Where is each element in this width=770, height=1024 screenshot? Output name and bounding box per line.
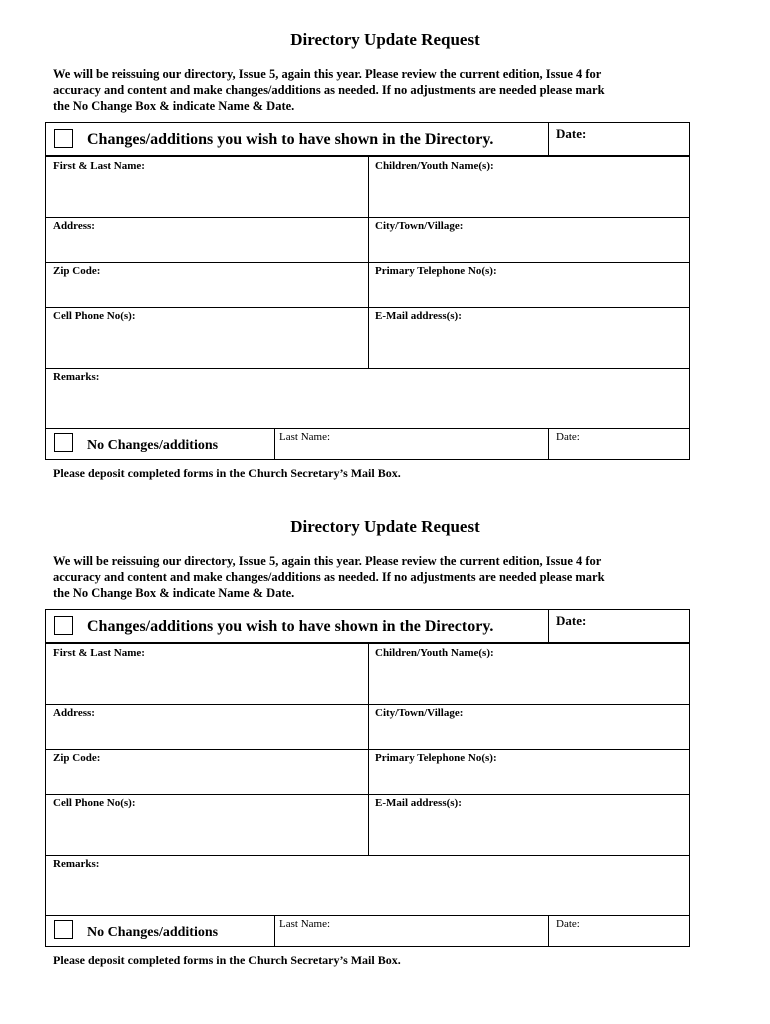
intro-text [53,553,713,601]
first-last-name-label: First & Last Name: [53,647,145,659]
cell-phone-label: Cell Phone No(s): [53,310,136,322]
email-label: E-Mail address(s): [375,797,462,809]
city-field[interactable] [369,218,689,262]
directory-form-1 [0,0,770,490]
no-changes-label: No Changes/additions [87,925,219,940]
header-date-label: Date: [556,613,587,628]
form-grid [45,609,690,947]
email-label: E-Mail address(s): [375,310,462,322]
children-names-label: Children/Youth Name(s): [375,160,494,172]
date-field[interactable] [549,916,689,947]
zip-label: Zip Code: [53,752,101,764]
address-label: Address: [53,707,95,719]
cell-phone-field[interactable] [47,308,367,368]
last-name-field[interactable] [275,429,548,460]
directory-form-2 [0,487,770,977]
children-names-field[interactable] [369,644,689,704]
footer-note: Please deposit completed forms in the Church Secretary’s Mail Box. [53,953,401,967]
date-label: Date: [556,918,580,930]
remarks-field[interactable] [47,856,689,915]
intro-line-1: We will be reissuing our directory, Issue 5, again this year. Please review the current edition, Issue 4 for [53,554,602,568]
last-name-label: Last Name: [279,918,331,930]
intro-line-3: the No Change Box & indicate Name & Date. [53,586,295,600]
primary-phone-field[interactable] [369,263,689,307]
city-label: City/Town/Village: [375,220,464,232]
footer-note: Please deposit completed forms in the Church Secretary’s Mail Box. [53,466,401,480]
intro-line-2: accuracy and content and make changes/additions as needed. If no adjustments are needed please mark [53,570,605,584]
intro-line-1: We will be reissuing our directory, Issue 5, again this year. Please review the current edition, Issue 4 for [53,67,602,81]
changes-checkbox[interactable] [54,129,73,148]
header-date-field[interactable] [549,143,689,155]
header-date-field[interactable] [549,630,689,642]
changes-checkbox[interactable] [54,616,73,635]
cell-phone-label: Cell Phone No(s): [53,797,136,809]
remarks-label: Remarks: [53,858,100,870]
intro-line-2: accuracy and content and make changes/additions as needed. If no adjustments are needed please mark [53,83,605,97]
zip-field[interactable] [47,750,367,794]
email-field[interactable] [369,795,689,855]
zip-label: Zip Code: [53,265,101,277]
last-name-label: Last Name: [279,431,331,443]
first-last-name-field[interactable] [47,157,367,217]
form-title: Directory Update Request [290,517,480,536]
primary-phone-label: Primary Telephone No(s): [375,752,497,764]
city-label: City/Town/Village: [375,707,464,719]
form-title: Directory Update Request [290,30,480,49]
no-changes-checkbox[interactable] [54,433,73,452]
date-label: Date: [556,431,580,443]
changes-header: Changes/additions you wish to have shown in the Directory. [87,131,494,148]
primary-phone-field[interactable] [369,750,689,794]
remarks-field[interactable] [47,369,689,428]
children-names-field[interactable] [369,157,689,217]
children-names-label: Children/Youth Name(s): [375,647,494,659]
email-field[interactable] [369,308,689,368]
no-changes-label: No Changes/additions [87,438,219,453]
header-date-label: Date: [556,126,587,141]
intro-text [53,66,713,114]
last-name-field[interactable] [275,916,548,947]
cell-phone-field[interactable] [47,795,367,855]
first-last-name-label: First & Last Name: [53,160,145,172]
remarks-label: Remarks: [53,371,100,383]
city-field[interactable] [369,705,689,749]
form-grid [45,122,690,460]
primary-phone-label: Primary Telephone No(s): [375,265,497,277]
zip-field[interactable] [47,263,367,307]
address-field[interactable] [47,705,367,749]
date-field[interactable] [549,429,689,460]
address-label: Address: [53,220,95,232]
first-last-name-field[interactable] [47,644,367,704]
changes-header: Changes/additions you wish to have shown in the Directory. [87,618,494,635]
address-field[interactable] [47,218,367,262]
no-changes-checkbox[interactable] [54,920,73,939]
intro-line-3: the No Change Box & indicate Name & Date. [53,99,295,113]
